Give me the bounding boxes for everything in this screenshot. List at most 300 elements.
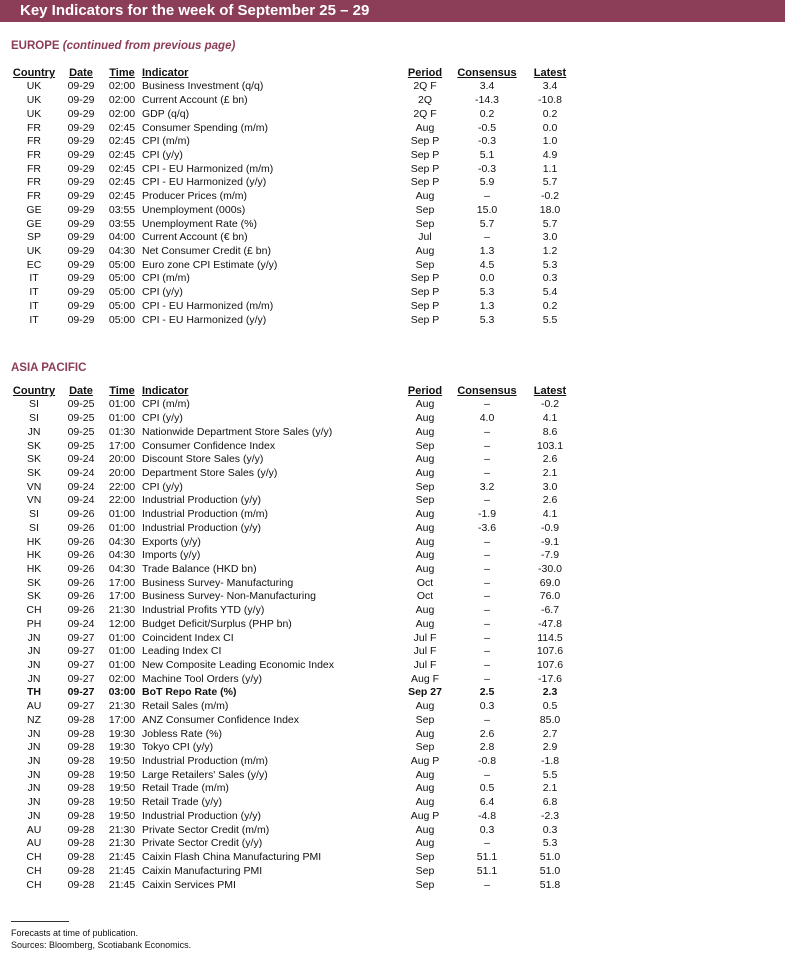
time-cell: 05:00	[108, 258, 136, 271]
time-cell: 21:30	[108, 837, 136, 850]
latest-cell: 76.0	[539, 590, 561, 603]
consensus-cell: -14.3	[475, 94, 499, 107]
consensus-cell: –	[484, 453, 490, 466]
period-cell: Aug	[415, 796, 435, 809]
latest-cell: 0.3	[542, 272, 558, 285]
latest-cell: -2.3	[540, 809, 560, 822]
period-cell: Sep	[415, 851, 435, 864]
consensus-cell: -1.9	[477, 508, 497, 521]
latest-cell: -6.7	[540, 604, 560, 617]
consensus-cell: 0.0	[479, 272, 495, 285]
table-row	[10, 563, 582, 577]
date-cell: 09-28	[67, 851, 95, 864]
time-cell: 21:45	[108, 851, 136, 864]
header-time: Time	[109, 67, 135, 79]
indicator-cell: Current Account (£ bn)	[142, 94, 248, 107]
latest-cell: 0.2	[542, 107, 558, 120]
latest-cell: 8.6	[542, 425, 558, 438]
country-cell: JN	[27, 631, 41, 644]
time-cell: 21:45	[108, 878, 136, 891]
consensus-cell: 1.3	[479, 244, 495, 257]
country-cell: IT	[29, 299, 39, 312]
latest-cell: -10.8	[538, 94, 562, 107]
indicator-cell: CPI - EU Harmonized (y/y)	[142, 176, 267, 189]
date-cell: 09-28	[67, 796, 95, 809]
time-cell: 19:50	[108, 809, 136, 822]
date-cell: 09-24	[67, 480, 95, 493]
country-cell: UK	[26, 244, 42, 257]
period-cell: Aug F	[410, 672, 439, 685]
indicator-cell: Retail Trade (m/m)	[142, 782, 229, 795]
consensus-cell: –	[484, 576, 490, 589]
consensus-cell: –	[484, 425, 490, 438]
date-cell: 09-28	[67, 837, 95, 850]
time-cell: 03:00	[108, 686, 136, 699]
period-cell: Aug	[415, 617, 435, 630]
period-cell: Aug	[415, 700, 435, 713]
header-indicator: Indicator	[142, 385, 189, 397]
consensus-cell: 3.4	[479, 80, 495, 93]
consensus-cell: -0.8	[477, 755, 497, 768]
date-cell: 09-25	[67, 425, 95, 438]
latest-cell: 6.8	[542, 796, 558, 809]
date-cell: 09-24	[67, 453, 95, 466]
consensus-cell: –	[484, 562, 490, 575]
time-cell: 02:00	[108, 94, 136, 107]
date-cell: 09-28	[67, 713, 95, 726]
consensus-cell: –	[484, 768, 490, 781]
country-cell: VN	[26, 494, 42, 507]
date-cell: 09-26	[67, 576, 95, 589]
table-row	[10, 94, 582, 108]
time-cell: 02:45	[108, 121, 136, 134]
latest-cell: 5.3	[542, 258, 558, 271]
footnote-forecasts: Forecasts at time of publication.	[11, 928, 139, 938]
consensus-cell: –	[484, 590, 490, 603]
table-row	[10, 162, 582, 176]
consensus-cell: 51.1	[476, 851, 498, 864]
country-cell: FR	[27, 162, 41, 175]
country-cell: JN	[27, 741, 41, 754]
indicator-cell: Trade Balance (HKD bn)	[142, 562, 257, 575]
table-row	[10, 521, 582, 535]
table-row	[10, 231, 582, 245]
table-header-row	[10, 384, 582, 398]
indicator-cell: ANZ Consumer Confidence Index	[142, 713, 299, 726]
table-row	[10, 864, 582, 878]
indicator-cell: Industrial Production (m/m)	[142, 755, 269, 768]
indicator-cell: Discount Store Sales (y/y)	[142, 453, 264, 466]
table-row	[10, 727, 582, 741]
time-cell: 22:00	[108, 480, 136, 493]
table-row	[10, 80, 582, 94]
country-cell: FR	[27, 135, 41, 148]
country-cell: HK	[26, 562, 42, 575]
period-cell: Aug	[415, 453, 435, 466]
time-cell: 03:55	[108, 217, 136, 230]
country-cell: CH	[26, 864, 42, 877]
latest-cell: 0.5	[542, 700, 558, 713]
period-cell: Aug	[415, 190, 435, 203]
table-row	[10, 796, 582, 810]
consensus-cell: 5.7	[479, 217, 495, 230]
period-cell: Sep	[415, 203, 435, 216]
title-banner	[0, 0, 785, 22]
time-cell: 22:00	[108, 494, 136, 507]
consensus-cell: 51.1	[476, 864, 498, 877]
latest-cell: 1.2	[542, 244, 558, 257]
time-cell: 17:00	[108, 439, 136, 452]
table-row	[10, 631, 582, 645]
period-cell: Aug	[415, 727, 435, 740]
table-row	[10, 398, 582, 412]
latest-cell: 5.3	[542, 837, 558, 850]
consensus-cell: 2.5	[479, 686, 495, 699]
consensus-cell: -4.8	[477, 809, 497, 822]
header-latest: Latest	[533, 385, 567, 397]
consensus-cell: 5.3	[479, 313, 495, 326]
date-cell: 09-27	[67, 631, 95, 644]
date-cell: 09-28	[67, 768, 95, 781]
header-consensus: Consensus	[457, 67, 517, 79]
table-row	[10, 851, 582, 865]
table-row	[10, 700, 582, 714]
date-cell: 09-29	[67, 203, 95, 216]
time-cell: 01:30	[108, 425, 136, 438]
time-cell: 17:00	[108, 590, 136, 603]
country-cell: UK	[26, 94, 42, 107]
indicator-cell: Industrial Profits YTD (y/y)	[142, 604, 265, 617]
latest-cell: -7.9	[540, 549, 560, 562]
date-cell: 09-27	[67, 686, 95, 699]
period-cell: Sep P	[410, 162, 440, 175]
date-cell: 09-29	[67, 244, 95, 257]
country-cell: JN	[27, 796, 41, 809]
time-cell: 21:30	[108, 823, 136, 836]
indicator-cell: CPI (m/m)	[142, 135, 190, 148]
consensus-cell: 15.0	[476, 203, 498, 216]
latest-cell: 51.8	[539, 878, 561, 891]
indicator-cell: Business Survey- Non-Manufacturing	[142, 590, 316, 603]
date-cell: 09-29	[67, 217, 95, 230]
period-cell: Aug	[415, 508, 435, 521]
header-period: Period	[407, 67, 443, 79]
time-cell: 19:50	[108, 796, 136, 809]
country-cell: AU	[26, 823, 42, 836]
table-row	[10, 590, 582, 604]
country-cell: UK	[26, 107, 42, 120]
latest-cell: 2.1	[542, 466, 558, 479]
latest-cell: 0.0	[542, 121, 558, 134]
time-cell: 17:00	[108, 713, 136, 726]
date-cell: 09-29	[67, 299, 95, 312]
period-cell: Oct	[416, 576, 434, 589]
table-row	[10, 604, 582, 618]
period-cell: Sep 27	[408, 686, 442, 699]
table-row	[10, 810, 582, 824]
consensus-cell: –	[484, 659, 490, 672]
time-cell: 19:50	[108, 768, 136, 781]
consensus-cell: 0.2	[479, 107, 495, 120]
latest-cell: 4.1	[542, 412, 558, 425]
table-row	[10, 480, 582, 494]
consensus-cell: -3.6	[477, 521, 497, 534]
country-cell: HK	[26, 549, 42, 562]
time-cell: 01:00	[108, 398, 136, 411]
time-cell: 19:30	[108, 741, 136, 754]
period-cell: Jul F	[413, 645, 437, 658]
table-row	[10, 203, 582, 217]
indicator-cell: Retail Sales (m/m)	[142, 700, 229, 713]
consensus-cell: –	[484, 631, 490, 644]
country-cell: FR	[27, 190, 41, 203]
country-cell: SI	[29, 398, 39, 411]
time-cell: 21:30	[108, 700, 136, 713]
date-cell: 09-29	[67, 258, 95, 271]
time-cell: 12:00	[108, 617, 136, 630]
time-cell: 05:00	[108, 286, 136, 299]
period-cell: Aug	[415, 521, 435, 534]
table-row	[10, 782, 582, 796]
date-cell: 09-29	[67, 190, 95, 203]
latest-cell: 4.9	[542, 148, 558, 161]
table-row	[10, 645, 582, 659]
date-cell: 09-28	[67, 878, 95, 891]
latest-cell: 4.1	[542, 508, 558, 521]
consensus-cell: –	[484, 466, 490, 479]
table-row	[10, 217, 582, 231]
europe-table-body	[10, 80, 582, 327]
page-title: Key Indicators for the week of September 25 – 29	[20, 2, 370, 19]
period-cell: Oct	[416, 590, 434, 603]
date-cell: 09-29	[67, 94, 95, 107]
indicator-cell: Caixin Flash China Manufacturing PMI	[142, 851, 322, 864]
period-cell: Sep P	[410, 299, 440, 312]
indicator-cell: Imports (y/y)	[142, 549, 201, 562]
country-cell: CH	[26, 851, 42, 864]
indicator-cell: Large Retailers' Sales (y/y)	[142, 768, 268, 781]
time-cell: 02:45	[108, 190, 136, 203]
latest-cell: 2.1	[542, 782, 558, 795]
country-cell: EC	[26, 258, 42, 271]
table-row	[10, 439, 582, 453]
table-row	[10, 576, 582, 590]
table-row	[10, 686, 582, 700]
indicator-cell: Unemployment (000s)	[142, 203, 246, 216]
time-cell: 04:30	[108, 244, 136, 257]
indicator-cell: CPI (y/y)	[142, 286, 183, 299]
date-cell: 09-26	[67, 521, 95, 534]
latest-cell: 5.7	[542, 176, 558, 189]
header-date: Date	[69, 67, 93, 79]
latest-cell: 2.6	[542, 453, 558, 466]
indicator-cell: Private Sector Credit (m/m)	[142, 823, 270, 836]
consensus-cell: 3.2	[479, 480, 495, 493]
date-cell: 09-29	[67, 80, 95, 93]
indicator-cell: CPI - EU Harmonized (y/y)	[142, 313, 267, 326]
consensus-cell: -0.3	[477, 135, 497, 148]
time-cell: 02:45	[108, 148, 136, 161]
consensus-cell: –	[484, 645, 490, 658]
period-cell: 2Q F	[413, 107, 437, 120]
latest-cell: -0.2	[540, 398, 560, 411]
indicator-cell: Industrial Production (y/y)	[142, 809, 262, 822]
consensus-cell: 4.5	[479, 258, 495, 271]
europe-title: EUROPE	[11, 40, 60, 52]
country-cell: PH	[26, 617, 42, 630]
country-cell: JN	[27, 659, 41, 672]
country-cell: IT	[29, 272, 39, 285]
europe-note: (continued from previous page)	[62, 40, 236, 52]
period-cell: Sep	[415, 713, 435, 726]
time-cell: 19:30	[108, 727, 136, 740]
europe-section-title	[11, 40, 235, 52]
period-cell: Aug	[415, 121, 435, 134]
latest-cell: 85.0	[539, 713, 561, 726]
latest-cell: -0.9	[540, 521, 560, 534]
period-cell: Sep P	[410, 272, 440, 285]
period-cell: Aug	[415, 412, 435, 425]
consensus-cell: –	[484, 231, 490, 244]
header-date: Date	[69, 385, 93, 397]
consensus-cell: –	[484, 190, 490, 203]
country-cell: FR	[27, 176, 41, 189]
time-cell: 20:00	[108, 466, 136, 479]
latest-cell: -9.1	[540, 535, 560, 548]
table-row	[10, 107, 582, 121]
country-cell: IT	[29, 286, 39, 299]
latest-cell: 2.3	[542, 686, 558, 699]
table-row	[10, 121, 582, 135]
period-cell: Aug	[415, 425, 435, 438]
country-cell: SK	[26, 576, 41, 589]
indicator-cell: Consumer Confidence Index	[142, 439, 276, 452]
indicator-cell: Private Sector Credit (y/y)	[142, 837, 263, 850]
indicator-cell: CPI (m/m)	[142, 398, 190, 411]
country-cell: JN	[27, 425, 41, 438]
country-cell: JN	[27, 645, 41, 658]
indicator-cell: Department Store Sales (y/y)	[142, 466, 278, 479]
latest-cell: 107.6	[536, 659, 564, 672]
consensus-cell: –	[484, 535, 490, 548]
date-cell: 09-26	[67, 549, 95, 562]
period-cell: Jul F	[413, 631, 437, 644]
date-cell: 09-26	[67, 508, 95, 521]
consensus-cell: –	[484, 549, 490, 562]
indicator-cell: CPI - EU Harmonized (m/m)	[142, 162, 274, 175]
indicator-cell: Business Survey- Manufacturing	[142, 576, 294, 589]
date-cell: 09-24	[67, 494, 95, 507]
table-row	[10, 494, 582, 508]
consensus-cell: -0.5	[477, 121, 497, 134]
date-cell: 09-29	[67, 231, 95, 244]
indicator-cell: Nationwide Department Store Sales (y/y)	[142, 425, 333, 438]
consensus-cell: 2.6	[479, 727, 495, 740]
table-row	[10, 768, 582, 782]
period-cell: Aug	[415, 244, 435, 257]
time-cell: 02:00	[108, 80, 136, 93]
latest-cell: 0.3	[542, 823, 558, 836]
country-cell: FR	[27, 148, 41, 161]
period-cell: Sep	[415, 217, 435, 230]
country-cell: CH	[26, 604, 42, 617]
date-cell: 09-26	[67, 590, 95, 603]
date-cell: 09-24	[67, 617, 95, 630]
period-cell: Aug	[415, 782, 435, 795]
table-row	[10, 258, 582, 272]
latest-cell: 107.6	[536, 645, 564, 658]
latest-cell: 2.7	[542, 727, 558, 740]
header-consensus: Consensus	[457, 385, 517, 397]
time-cell: 02:00	[108, 107, 136, 120]
latest-cell: 3.0	[542, 480, 558, 493]
table-row	[10, 286, 582, 300]
consensus-cell: 4.0	[479, 412, 495, 425]
table-row	[10, 741, 582, 755]
table-header-row	[10, 66, 582, 80]
table-row	[10, 659, 582, 673]
period-cell: Jul F	[413, 659, 437, 672]
consensus-cell: 0.3	[479, 823, 495, 836]
date-cell: 09-28	[67, 741, 95, 754]
indicator-cell: Producer Prices (m/m)	[142, 190, 248, 203]
time-cell: 19:50	[108, 755, 136, 768]
latest-cell: 2.9	[542, 741, 558, 754]
date-cell: 09-25	[67, 398, 95, 411]
date-cell: 09-26	[67, 562, 95, 575]
header-indicator: Indicator	[142, 67, 189, 79]
consensus-cell: 0.5	[479, 782, 495, 795]
latest-cell: 51.0	[539, 864, 561, 877]
table-row	[10, 837, 582, 851]
table-row	[10, 672, 582, 686]
header-country: Country	[12, 67, 56, 79]
footnote-rule	[11, 921, 69, 922]
indicator-cell: Machine Tool Orders (y/y)	[142, 672, 263, 685]
latest-cell: 103.1	[536, 439, 564, 452]
period-cell: Aug	[415, 768, 435, 781]
indicator-cell: CPI - EU Harmonized (m/m)	[142, 299, 274, 312]
latest-cell: -0.2	[540, 190, 560, 203]
indicator-cell: Caixin Services PMI	[142, 878, 236, 891]
consensus-cell: –	[484, 878, 490, 891]
latest-cell: -1.8	[540, 755, 560, 768]
country-cell: SK	[26, 453, 41, 466]
consensus-cell: 2.8	[479, 741, 495, 754]
consensus-cell: 6.4	[479, 796, 495, 809]
date-cell: 09-28	[67, 727, 95, 740]
date-cell: 09-27	[67, 672, 95, 685]
footnote-sources: Sources: Bloomberg, Scotiabank Economics.	[11, 940, 192, 950]
country-cell: SK	[26, 439, 41, 452]
time-cell: 02:45	[108, 162, 136, 175]
country-cell: HK	[26, 535, 42, 548]
indicator-cell: Industrial Production (m/m)	[142, 508, 269, 521]
period-cell: Aug	[415, 466, 435, 479]
latest-cell: 2.6	[542, 494, 558, 507]
country-cell: GE	[26, 217, 42, 230]
date-cell: 09-28	[67, 809, 95, 822]
country-cell: CH	[26, 878, 42, 891]
period-cell: Aug	[415, 549, 435, 562]
indicator-cell: Retail Trade (y/y)	[142, 796, 222, 809]
consensus-cell: –	[484, 398, 490, 411]
consensus-cell: –	[484, 617, 490, 630]
table-row	[10, 245, 582, 259]
period-cell: Aug	[415, 398, 435, 411]
indicator-cell: GDP (q/q)	[142, 107, 190, 120]
date-cell: 09-26	[67, 535, 95, 548]
